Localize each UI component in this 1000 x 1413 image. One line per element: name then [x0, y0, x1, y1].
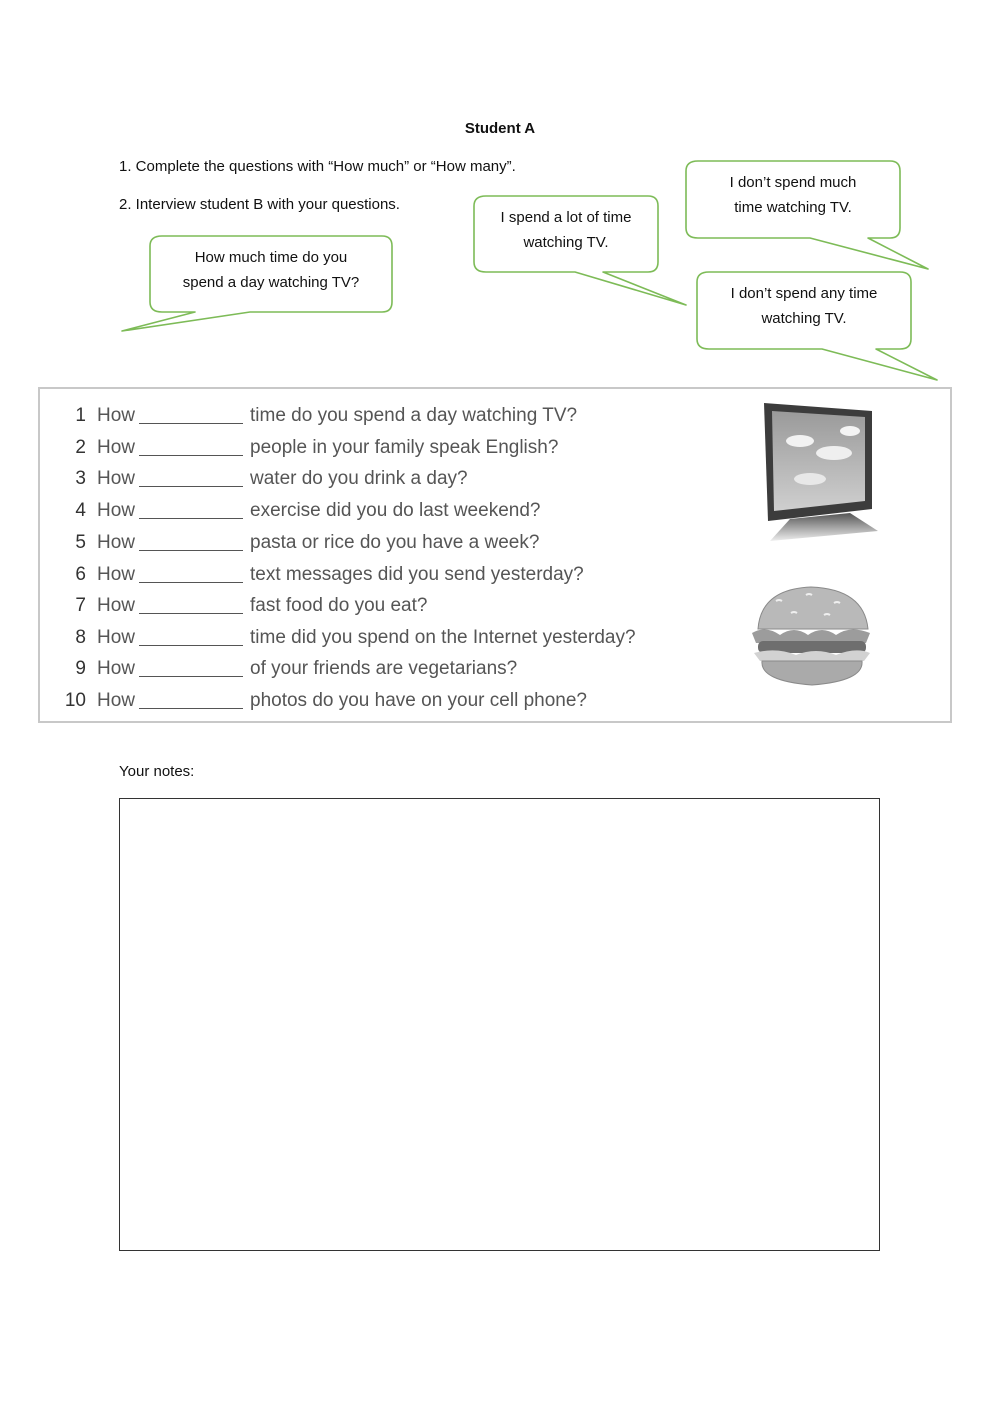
- answer-blank[interactable]: [139, 441, 243, 456]
- question-text: text messages did you send yesterday?: [250, 564, 584, 585]
- bubble-line: I spend a lot of time: [500, 209, 632, 226]
- bubble-line: watching TV.: [523, 234, 609, 251]
- question-row: [40, 561, 760, 589]
- instruction-1: 1. Complete the questions with “How much” or “How many”.: [119, 158, 516, 175]
- question-number: 7: [75, 595, 86, 616]
- answer-blank[interactable]: [139, 568, 243, 583]
- question-text: time do you spend a day watching TV?: [250, 405, 578, 426]
- question-number: 10: [64, 690, 86, 711]
- question-row: [40, 592, 760, 620]
- question-number: 8: [75, 627, 86, 648]
- notes-label: Your notes:: [119, 763, 195, 780]
- question-row: [40, 624, 760, 652]
- bubble-line: How much time do you: [194, 249, 348, 266]
- question-how: How: [97, 405, 136, 426]
- question-how: How: [97, 532, 136, 553]
- answer-blank[interactable]: [139, 599, 243, 614]
- tv-icon: [760, 401, 880, 546]
- question-row: [40, 655, 760, 683]
- exercise-panel: [38, 387, 952, 723]
- question-number: 1: [75, 405, 86, 426]
- question-how: How: [97, 595, 136, 616]
- question-text: of your friends are vegetarians?: [250, 658, 518, 679]
- question-row: [40, 497, 760, 525]
- bubble-line: time watching TV.: [734, 199, 852, 216]
- question-text: photos do you have on your cell phone?: [250, 690, 587, 711]
- question-text: time did you spend on the Internet yesterday?: [250, 627, 636, 648]
- bubble-lot-text: [474, 205, 658, 255]
- answer-blank[interactable]: [139, 662, 243, 677]
- question-number: 4: [75, 500, 86, 521]
- question-text: fast food do you eat?: [250, 595, 428, 616]
- question-text: people in your family speak English?: [250, 437, 559, 458]
- bubble-line: spend a day watching TV?: [182, 274, 360, 291]
- notes-box[interactable]: [119, 798, 880, 1251]
- question-number: 6: [75, 564, 86, 585]
- question-number: 3: [75, 468, 86, 489]
- question-row: [40, 687, 760, 715]
- question-how: How: [97, 564, 136, 585]
- question-how: How: [97, 658, 136, 679]
- answer-blank[interactable]: [139, 536, 243, 551]
- question-row: [40, 529, 760, 557]
- question-how: How: [97, 468, 136, 489]
- page-title: Student A: [464, 120, 536, 137]
- question-number: 5: [75, 532, 86, 553]
- question-text: pasta or rice do you have a week?: [250, 532, 540, 553]
- answer-blank[interactable]: [139, 694, 243, 709]
- hamburger-icon: [746, 581, 876, 691]
- question-row: [40, 434, 760, 462]
- question-text: exercise did you do last weekend?: [250, 500, 541, 521]
- bubble-question-text: [150, 245, 392, 295]
- question-how: How: [97, 437, 136, 458]
- bubble-line: watching TV.: [761, 310, 847, 327]
- question-number: 9: [75, 658, 86, 679]
- question-number: 2: [75, 437, 86, 458]
- answer-blank[interactable]: [139, 631, 243, 646]
- bubble-much-text: [686, 170, 900, 220]
- question-text: water do you drink a day?: [250, 468, 468, 489]
- bubble-line: I don’t spend much: [729, 174, 857, 191]
- bubble-line: I don’t spend any time: [730, 285, 878, 302]
- question-how: How: [97, 500, 136, 521]
- question-how: How: [97, 690, 136, 711]
- question-row: [40, 465, 760, 493]
- bubble-any-text: [697, 281, 911, 331]
- instruction-2: 2. Interview student B with your questions.: [119, 196, 400, 213]
- question-row: [40, 402, 760, 430]
- answer-blank[interactable]: [139, 504, 243, 519]
- question-how: How: [97, 627, 136, 648]
- answer-blank[interactable]: [139, 409, 243, 424]
- answer-blank[interactable]: [139, 472, 243, 487]
